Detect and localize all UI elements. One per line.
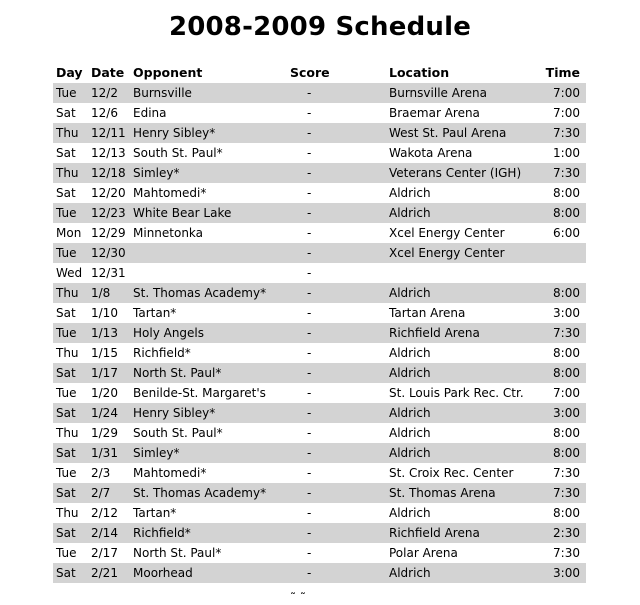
game-time: 7:00 [553,86,580,100]
game-day: Sat [56,406,76,420]
game-day: Tue [56,86,77,100]
game-time: 1:00 [553,146,580,160]
game-time: 7:00 [553,386,580,400]
game-date: 12/18 [91,166,126,180]
game-score: - [307,86,312,100]
game-day: Tue [56,546,77,560]
game-location: Aldrich [389,566,431,580]
table-row [53,303,586,323]
game-score: - [307,506,312,520]
table-row [53,363,586,383]
game-location: Xcel Energy Center [389,246,505,260]
game-day: Thu [56,286,79,300]
game-day: Sat [56,106,76,120]
game-time: 6:00 [553,226,580,240]
game-time: 8:00 [553,186,580,200]
game-date: 1/31 [91,446,118,460]
game-date: 1/13 [91,326,118,340]
game-score: - [307,306,312,320]
game-day: Mon [56,226,82,240]
table-row [53,283,586,303]
game-location: St. Louis Park Rec. Ctr. [389,386,524,400]
game-score: - [307,526,312,540]
game-day: Tue [56,206,77,220]
game-opponent: White Bear Lake [133,206,232,220]
game-location: Aldrich [389,506,431,520]
game-date: 2/17 [91,546,118,560]
game-day: Sat [56,566,76,580]
table-row [53,103,586,123]
game-day: Thu [56,426,79,440]
game-location: West St. Paul Arena [389,126,507,140]
game-day: Sat [56,186,76,200]
game-time: 8:00 [553,346,580,360]
game-opponent: Holy Angels [133,326,205,340]
table-header-row [53,63,586,83]
game-opponent: Richfield* [133,526,191,540]
game-time: 7:30 [553,546,580,560]
game-opponent: Minnetonka [133,226,204,240]
game-score: - [307,426,312,440]
game-opponent: Burnsville [133,86,192,100]
game-opponent: South St. Paul* [133,146,223,160]
game-location: Richfield Arena [389,326,480,340]
game-opponent: St. Thomas Academy* [133,286,267,300]
game-opponent: Simley* [133,446,180,460]
game-opponent: North St. Paul* [133,546,222,560]
table-row [53,183,586,203]
table-row [53,503,586,523]
game-location: Aldrich [389,446,431,460]
table-row [53,463,586,483]
game-opponent: Henry Sibley* [133,406,216,420]
game-score: - [307,246,312,260]
game-day: Sat [56,526,76,540]
game-score: - [307,546,312,560]
game-score: - [307,486,312,500]
page-title: 2008-2009 Schedule [168,12,472,42]
game-opponent: Henry Sibley* [133,126,216,140]
game-day: Tue [56,326,77,340]
game-day: Thu [56,346,79,360]
game-score: - [307,126,312,140]
header-time: Time [545,65,580,80]
table-row [53,143,586,163]
table-row [53,403,586,423]
game-score: - [307,146,312,160]
game-time: 8:00 [553,206,580,220]
game-time: 3:00 [553,406,580,420]
game-day: Sat [56,306,76,320]
game-time: 7:30 [553,326,580,340]
game-date: 2/21 [91,566,118,580]
table-row [53,423,586,443]
game-location: Tartan Arena [389,306,466,320]
game-location: Wakota Arena [389,146,473,160]
game-time: 2:30 [553,526,580,540]
table-row [53,483,586,503]
game-opponent: Tartan* [133,306,177,320]
game-date: 1/29 [91,426,118,440]
game-date: 2/3 [91,466,111,480]
game-time: 8:00 [553,286,580,300]
table-row [53,163,586,183]
game-day: Tue [56,466,77,480]
game-day: Thu [56,506,79,520]
game-day: Thu [56,166,79,180]
game-date: 12/11 [91,126,126,140]
header-location: Location [389,65,450,80]
table-row [53,543,586,563]
table-row [53,223,586,243]
game-date: 12/20 [91,186,126,200]
game-date: 12/2 [91,86,118,100]
game-score: - [307,386,312,400]
game-date: 12/30 [91,246,126,260]
game-score: - [307,106,312,120]
table-row [53,383,586,403]
game-time: 7:30 [553,466,580,480]
game-date: 12/23 [91,206,126,220]
game-score: - [307,166,312,180]
table-row [53,243,586,263]
game-score: - [307,406,312,420]
table-row [53,323,586,343]
game-location: St. Croix Rec. Center [389,466,514,480]
game-location: Aldrich [389,366,431,380]
game-date: 1/10 [91,306,118,320]
game-time: 7:30 [553,126,580,140]
game-time: 8:00 [553,506,580,520]
game-day: Sat [56,366,76,380]
cut-off-text-fragment: ˜ ˜ [290,591,306,605]
game-opponent: Edina [133,106,167,120]
game-opponent: Mahtomedi* [133,186,207,200]
game-opponent: St. Thomas Academy* [133,486,267,500]
game-opponent: Mahtomedi* [133,466,207,480]
game-score: - [307,326,312,340]
game-score: - [307,286,312,300]
game-date: 12/13 [91,146,126,160]
game-score: - [307,206,312,220]
game-opponent: Simley* [133,166,180,180]
table-row [53,123,586,143]
game-date: 1/24 [91,406,118,420]
game-location: Veterans Center (IGH) [389,166,522,180]
table-row [53,203,586,223]
game-date: 2/12 [91,506,118,520]
game-time: 7:30 [553,486,580,500]
game-score: - [307,266,312,280]
table-row [53,83,586,103]
game-score: - [307,466,312,480]
game-opponent: North St. Paul* [133,366,222,380]
game-score: - [307,566,312,580]
game-score: - [307,446,312,460]
game-time: 8:00 [553,426,580,440]
game-location: Xcel Energy Center [389,226,505,240]
schedule-table [53,63,586,583]
header-date: Date [91,65,125,80]
game-location: Aldrich [389,406,431,420]
game-date: 1/8 [91,286,111,300]
game-opponent: Richfield* [133,346,191,360]
game-location: Polar Arena [389,546,458,560]
game-score: - [307,366,312,380]
game-time: 8:00 [553,366,580,380]
game-date: 2/7 [91,486,111,500]
game-location: Braemar Arena [389,106,480,120]
game-opponent: Benilde-St. Margaret's [133,386,266,400]
game-time: 8:00 [553,446,580,460]
game-score: - [307,186,312,200]
header-day: Day [56,65,83,80]
game-date: 12/31 [91,266,126,280]
game-day: Sat [56,146,76,160]
table-row [53,523,586,543]
header-score: Score [290,65,330,80]
game-location: Aldrich [389,186,431,200]
game-date: 1/20 [91,386,118,400]
game-day: Sat [56,486,76,500]
game-location: Burnsville Arena [389,86,487,100]
game-day: Tue [56,386,77,400]
game-location: Aldrich [389,346,431,360]
game-score: - [307,226,312,240]
game-time: 7:30 [553,166,580,180]
table-row [53,443,586,463]
game-opponent: Tartan* [133,506,177,520]
game-day: Thu [56,126,79,140]
game-time: 3:00 [553,566,580,580]
game-date: 12/29 [91,226,126,240]
game-location: St. Thomas Arena [389,486,496,500]
table-row [53,563,586,583]
game-score: - [307,346,312,360]
game-day: Sat [56,446,76,460]
game-day: Wed [56,266,83,280]
game-opponent: South St. Paul* [133,426,223,440]
table-row [53,263,586,283]
game-location: Aldrich [389,426,431,440]
game-location: Richfield Arena [389,526,480,540]
game-date: 12/6 [91,106,118,120]
header-opponent: Opponent [133,65,203,80]
game-location: Aldrich [389,286,431,300]
game-date: 2/14 [91,526,118,540]
game-date: 1/17 [91,366,118,380]
game-opponent: Moorhead [133,566,193,580]
game-date: 1/15 [91,346,118,360]
game-time: 7:00 [553,106,580,120]
game-location: Aldrich [389,206,431,220]
game-time: 3:00 [553,306,580,320]
table-body [53,83,586,583]
game-day: Tue [56,246,77,260]
table-row [53,343,586,363]
